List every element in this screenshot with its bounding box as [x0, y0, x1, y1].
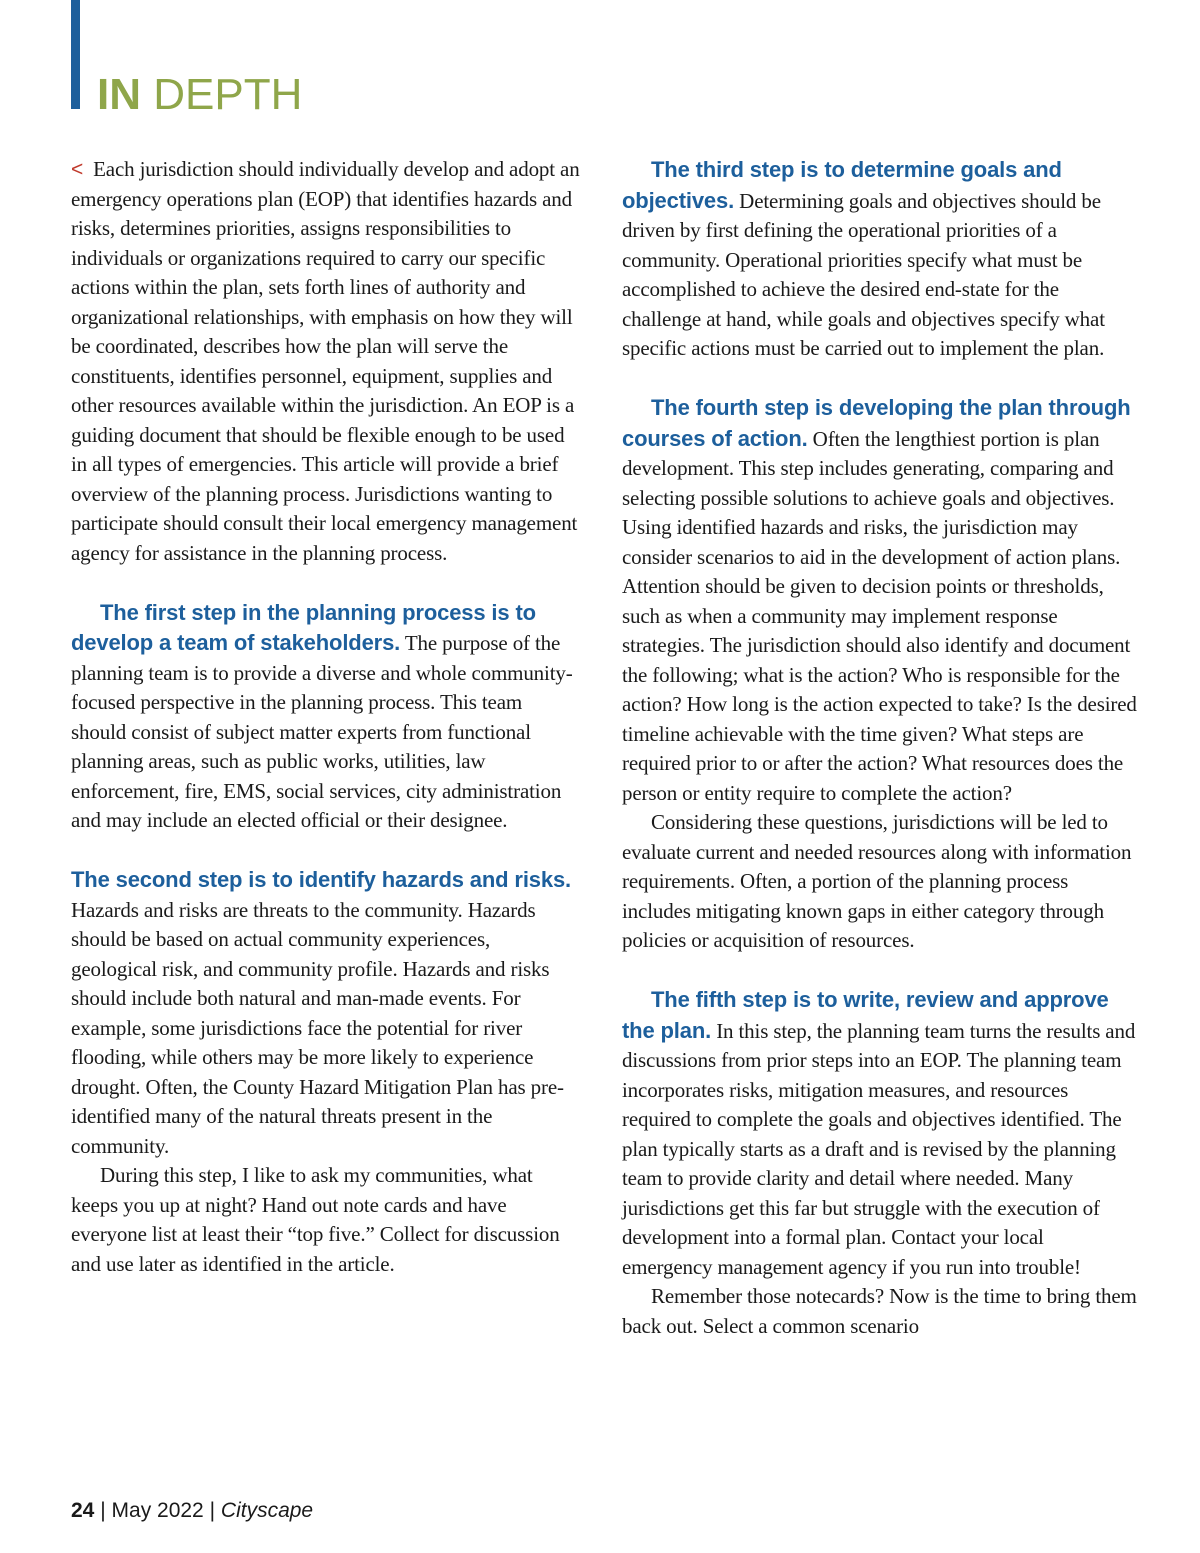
step4-paragraph	[622, 393, 1137, 808]
step4-body: Often the lengthiest portion is plan development. This step includes generating, comparing and selecting possible solutions to achieve goals and objectives. Using identified hazards and risks, the jurisdiction may consider scenarios to aid in the development of action plans. Attention should be given to decision points or thresholds, such as when a community may implement response strategies. The jurisdiction should also identify and document the following; what is the action? Who is responsible for the action? How long is the action expected to take? Is the desired timeline achievable with the time given? What steps are required prior to or after the action? What resources does the person or entity require to complete the action?	[622, 426, 1137, 805]
step5-body: In this step, the planning team turns the results and discussions from prior steps into an EOP. The planning team incorporates risks, mitigation measures, and resources required to complete the goals and objectives identified. The plan typically starts as a draft and is revised by the planning team to provide clarity and detail where needed. Many jurisdictions get this far but struggle with the execution of development into a formal plan. Contact your local emergency management agency if you run into trouble!	[622, 1018, 1136, 1279]
step5-followup-paragraph: Remember those notecards? Now is the time to bring them back out. Select a common scenario	[622, 1284, 1137, 1338]
step4-followup-paragraph: Considering these questions, jurisdictions will be led to evaluate current and needed resources along with information requirements. Often, a portion of the planning process includes mitigating known gaps in either category through policies or acquisition of resources.	[622, 810, 1132, 952]
section-accent-bar	[71, 0, 80, 109]
step2-followup-paragraph: During this step, I like to ask my communities, what keeps you up at night? Hand out note cards and have everyone list at least their “top five.” Collect for discussion and use later as identified in the article.	[71, 1163, 560, 1276]
step5-lead: The fifth step is to write, review and approve the plan.	[622, 987, 1109, 1043]
intro-paragraph	[71, 155, 581, 568]
intro-text: Each jurisdiction should individually develop and adopt an emergency operations plan (EOP) that identifies hazards and risks, determines priorities, assigns responsibilities to individuals or organizations required to carry our specific actions within the plan, sets forth lines of authority and organizational relationships, with emphasis on how they will be coordinated, describes how the plan will serve the constituents, identifies personnel, equipment, supplies and other resources available within the jurisdiction. An EOP is a guiding document that should be flexible enough to be used in all types of emergencies. This article will provide a brief overview of the planning process. Jurisdictions wanting to participate should consult their local emergency management agency for assistance in the planning process.	[71, 157, 580, 565]
step5-paragraph	[622, 985, 1137, 1282]
left-column	[71, 155, 581, 1279]
step3-lead: The third step is to determine goals and objectives.	[622, 157, 1062, 213]
footer-separator-1: |	[100, 1499, 106, 1522]
issue-date: May 2022	[111, 1499, 204, 1522]
step1-lead: The first step in the planning process is to develop a team of stakeholders.	[71, 599, 536, 655]
publication-name: Cityscape	[220, 1499, 314, 1522]
footer-separator-2: |	[209, 1499, 216, 1522]
page-number: 24	[71, 1499, 95, 1522]
step1-body: The purpose of the planning team is to provide a diverse and whole community-focused perspective in the planning process. This team should consist of subject matter experts from functional planning areas, such as public works, utilities, law enforcement, fire, EMS, social services, city administration and may include an elected official or their designee.	[71, 631, 573, 832]
section-title-rest: DEPTH	[153, 70, 303, 119]
page-footer	[71, 1497, 313, 1525]
section-title	[97, 70, 302, 120]
step2-lead: The second step is to identify hazards and risks.	[71, 867, 572, 892]
step4-lead: The fourth step is developing the plan through courses of action.	[622, 395, 1131, 451]
step1-paragraph	[71, 598, 581, 836]
right-column	[622, 155, 1137, 1341]
step2-body: Hazards and risks are threats to the community. Hazards should be based on actual community experiences, geological risk, and community profile. Hazards and risks should include both natural and man-made events. For example, some jurisdictions face the potential for river flooding, while others may be more likely to experience drought. Often, the County Hazard Mitigation Plan has pre-identified many of the natural threats present in the community.	[71, 897, 564, 1158]
step3-body: Determining goals and objectives should be driven by first defining the operational priorities of a community. Operational priorities specify what must be accomplished to achieve the desired end-state for the challenge at hand, while goals and objectives specify what specific actions must be carried out to implement the plan.	[622, 188, 1105, 360]
step2-paragraph	[71, 865, 581, 1161]
step3-paragraph	[622, 155, 1137, 364]
section-title-bold: IN	[97, 70, 141, 119]
back-chevron-icon: <	[71, 158, 84, 181]
